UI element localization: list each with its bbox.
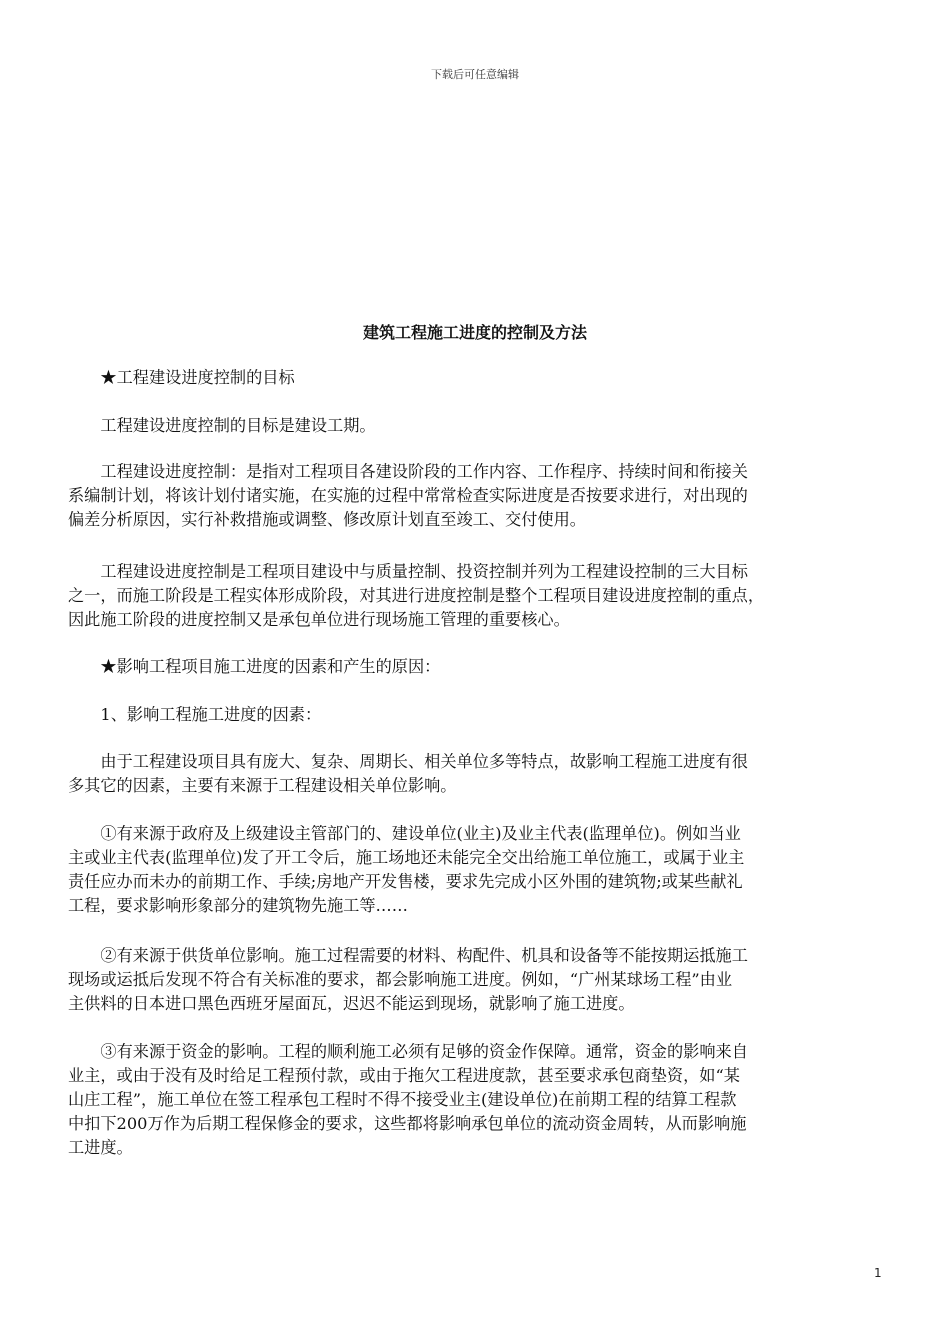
paragraph-line: 系编制计划，将该计划付诸实施，在实施的过程中常常检查实际进度是否按要求进行，对出现的 — [68, 486, 748, 505]
paragraph-line: 多其它的因素，主要有来源于工程建设相关单位影响。 — [68, 776, 457, 795]
paragraph-line: 业主，或由于没有及时给足工程预付款，或由于拖欠工程进度款，甚至要求承包商垫资，如“某 — [68, 1066, 740, 1085]
paragraph-three-goals — [68, 560, 878, 632]
paragraph-line: ③有来源于资金的影响。工程的顺利施工必须有足够的资金作保障。通常，资金的影响来自 — [100, 1042, 748, 1061]
paragraph-line: 工程建设进度控制的目标是建设工期。 — [100, 416, 376, 435]
section-heading-factors — [68, 655, 878, 679]
paragraph-line: 工进度。 — [68, 1138, 133, 1157]
paragraph-factors-intro — [68, 750, 878, 798]
paragraph-line: 山庄工程”，施工单位在签工程承包工程时不得不接受业主(建设单位)在前期工程的结算工程款 — [68, 1090, 737, 1109]
paragraph-line: 主供料的日本进口黑色西班牙屋面瓦，迟迟不能运到现场，就影响了施工进度。 — [68, 994, 635, 1013]
paragraph-factor-funding — [68, 1040, 878, 1160]
page-header-note: 下载后可任意编辑 — [431, 68, 519, 81]
paragraph-line: 因此施工阶段的进度控制又是承包单位进行现场施工管理的重要核心。 — [68, 610, 570, 629]
paragraph-line: 工程建设进度控制：是指对工程项目各建设阶段的工作内容、工作程序、持续时间和衔接关 — [100, 462, 748, 481]
paragraph-line: 1、影响工程施工进度的因素： — [100, 705, 322, 724]
paragraph-factor-supplier — [68, 944, 878, 1016]
paragraph-line: 主或业主代表(监理单位)发了开工令后，施工场地还未能完全交出给施工单位施工，或属于业主 — [68, 848, 745, 867]
paragraph-line: 由于工程建设项目具有庞大、复杂、周期长、相关单位多等特点，故影响工程施工进度有很 — [100, 752, 748, 771]
paragraph-line: 中扣下200万作为后期工程保修金的要求，这些都将影响承包单位的流动资金周转，从而影响施 — [68, 1114, 747, 1133]
subheading-factors — [68, 703, 878, 727]
paragraph-line: 工程，要求影响形象部分的建筑物先施工等…… — [68, 896, 408, 915]
paragraph-line: 工程建设进度控制是工程项目建设中与质量控制、投资控制并列为工程建设控制的三大目标 — [100, 562, 748, 581]
page-number: 1 — [874, 1266, 882, 1280]
paragraph-line: ②有来源于供货单位影响。施工过程需要的材料、构配件、机具和设备等不能按期运抵施工 — [100, 946, 748, 965]
paragraph-line: ★工程建设进度控制的目标 — [100, 368, 295, 387]
paragraph-line: 现场或运抵后发现不符合有关标准的要求，都会影响施工进度。例如，“广州某球场工程”由业 — [68, 970, 733, 989]
paragraph-factor-government — [68, 822, 878, 918]
section-heading-goal — [68, 366, 878, 390]
paragraph-goal-statement — [68, 414, 878, 438]
paragraph-line: 偏差分析原因，实行补救措施或调整、修改原计划直至竣工、交付使用。 — [68, 510, 586, 529]
paragraph-line: ★影响工程项目施工进度的因素和产生的原因： — [100, 657, 441, 676]
document-title: 建筑工程施工进度的控制及方法 — [362, 323, 587, 342]
paragraph-line: 之一，而施工阶段是工程实体形成阶段，对其进行进度控制是整个工程项目建设进度控制的重点， — [68, 586, 765, 605]
paragraph-line: ①有来源于政府及上级建设主管部门的、建设单位(业主)及业主代表(监理单位)。例如当业 — [100, 824, 741, 843]
paragraph-line: 责任应办而未办的前期工作、手续;房地产开发售楼，要求先完成小区外围的建筑物;或某些献礼 — [68, 872, 743, 891]
paragraph-definition — [68, 460, 878, 532]
